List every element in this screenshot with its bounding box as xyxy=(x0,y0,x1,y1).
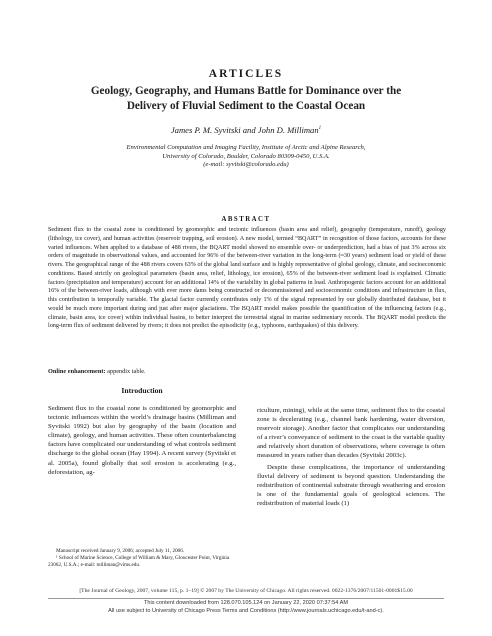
right-column xyxy=(257,406,445,508)
online-enhancement-text: appendix table. xyxy=(105,368,146,375)
affiliation xyxy=(60,144,432,170)
left-column xyxy=(48,386,236,477)
intro-paragraph-1: Sediment flux to the coastal zone is conditioned by geomorphic and tectonic influences within the world’s drainage basins (Milliman and Syvitski 1992) but also by geography of the basin (location and climate), geology, and human activities. These often counterbalancing factors have complicated our understanding of what controls sediment discharge to the global ocean (Hay 1994). A recent survey (Syvitski et al. 2005a), found globally that soil erosion is accelerating (e.g., deforestation, ag- xyxy=(48,405,236,476)
manuscript-dates: Manuscript received January 9, 2006; accepted July 11, 2006. xyxy=(56,548,185,554)
online-enhancement-label: Online enhancement: xyxy=(48,368,106,375)
author-names: James P. M. Syvitski and John D. Milliman xyxy=(170,125,319,135)
intro-paragraph-1-continued: riculture, mining), while at the same time, sediment flux to the coastal zone is decelerating (e.g., channel bank hardening, water diversion, reservoir storage). Another factor that complicates our understanding of a river’s conveyance of sediment to the coast is the variable quality and relatively short duration of observations, where coverage is often measured in years rather than decades (Syvitski 2003c). xyxy=(257,407,445,460)
affiliation-email: (e-mail: syvitski@colorado.edu) xyxy=(203,161,289,169)
author-line xyxy=(0,125,492,135)
abstract-heading: ABSTRACT xyxy=(221,216,271,223)
author-footnote-mark: 1 xyxy=(318,126,322,132)
download-line-1: This content downloaded from 128.070.105.124 on January 22, 2020 07:37:54 AM xyxy=(143,600,348,606)
abstract-text: Sediment flux to the coastal zone is conditioned by geomorphic and tectonic influences (basin area and relief), geography (temperature, runoff), geology (lithology, ice cover), and human activities (reservoir trapping, soil erosion). A new model, termed “BQART” in recognition of those factors, accounts for these varied influences. When applied to a database of 488 rivers, the BQART model showed no ensemble over- or underprediction, had a bias of just 3% across six orders of magnitude in observational values, and accounted for 96% of the between-river variation in the long-term (≈30 years) sediment load or yield of these rivers. The geographical range of the 488 rivers covers 63% of the global land surface and is highly representative of global geology, climate, and socioeconomic conditions. Based strictly on geological parameters (basin area, relief, lithology, ice erosion), 65% of the between-river sediment load is explained. Climatic factors (precipitation and temperature) account for an additional 14% of the variability in global patterns in load. Anthropogenic factors account for an additional 16% of the between-river loads, although with ever more dams being constructed or decommissioned and socioeconomic conditions and infrastructure in flux, this contribution is temporally variable. The glacial factor currently contributes only 1% of the signal represented by our globally distributed database, but it would be much more important during and just after major glaciations. The BQART model makes possible the quantification of the influencing factors (e.g., climate, basin area, ice cover) within individual basins, to better interpret the terrestrial signal in marine sedimentary records. The BQART model predicts the long-term flux of sediment delivered by rivers; it does not predict the episodicity (e.g., typhoons, earthquakes) of this delivery. xyxy=(48,227,446,330)
title-line-2: Delivery of Fluvial Sediment to the Coastal Ocean xyxy=(126,100,366,112)
introduction-heading: Introduction xyxy=(121,386,163,395)
journal-citation: [The Journal of Geology, 2007, volume 115, p. 1–19] © 2007 by The University of Chicago. All rights reserved. 0022-1376/2007/11501-0001$15.00 xyxy=(79,588,413,594)
online-enhancement xyxy=(48,368,446,375)
section-heading: ARTICLES xyxy=(208,68,284,80)
author-affiliation-footnote: ¹ School of Marine Science, College of William & Mary, Gloucester Point, Virginia 23062, U.S.A.; e-mail: milliman@vims.edu. xyxy=(48,554,230,568)
affiliation-line-1: Environmental Computation and Imaging Facility, Institute of Arctic and Alpine Research, xyxy=(126,144,366,151)
footer-divider xyxy=(48,598,444,599)
affiliation-line-2: University of Colorado, Boulder, Colorado 80309-0450, U.S.A. xyxy=(162,152,330,160)
download-line-2: All use subject to University of Chicago Press Terms and Conditions (http://www.journals.uchicago.edu/t-and-c). xyxy=(108,607,384,614)
intro-paragraph-2: Despite these complications, the importance of understanding fluvial delivery of sediment is beyond question. Understanding the redistribution of continental substrate through weathering and erosion is one of the fundamental goals of geological sciences. The redistribution of material loads (1) xyxy=(257,463,445,507)
title-line-1: Geology, Geography, and Humans Battle for Dominance over the xyxy=(90,85,402,97)
footnotes xyxy=(48,548,236,568)
download-notice xyxy=(0,600,492,616)
article-title xyxy=(40,84,452,114)
